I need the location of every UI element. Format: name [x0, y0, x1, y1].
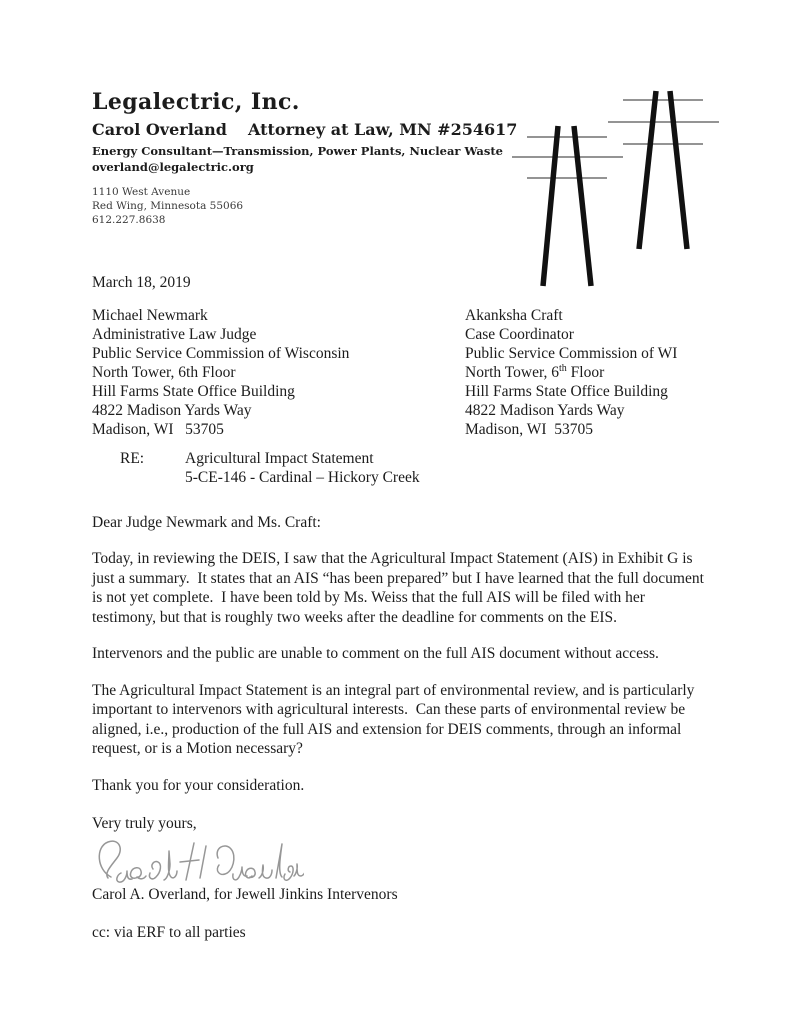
recipient-address-line: 4822 Madison Yards Way [92, 402, 252, 419]
re-label: RE: [120, 450, 145, 467]
recipient-title: Case Coordinator [465, 326, 574, 343]
company-name: Legalectric, Inc. [92, 89, 300, 115]
re-block [92, 449, 708, 487]
body-paragraph-4: Thank you for your consideration. [92, 776, 305, 794]
body-paragraph-1: Today, in reviewing the DEIS, I saw that the Agricultural Impact Statement (AIS) in Exhibit G is just a summary. It states that an AIS “has been prepared” but I have learned that the full document is not yet complete. I have been told by Ms. Weiss that the full AIS will be filed with her testimony, but that is roughly two weeks after the deadline for comments on the EIS. [92, 550, 708, 626]
recipient-address-line: 4822 Madison Yards Way [465, 402, 625, 419]
recipient-address-line: Hill Farms State Office Building [465, 383, 668, 400]
recipient-blocks [92, 306, 708, 439]
recipient-address-line: North Tower, 6th Floor [92, 364, 236, 381]
attorney-name: Carol Overland [92, 120, 227, 139]
letterhead-address [92, 185, 708, 227]
recipient-city-line: Madison, WI 53705 [465, 421, 594, 438]
recipient-org: Public Service Commission of WI [465, 345, 678, 362]
recipient-address-line: North Tower, 6th Floor [465, 362, 605, 381]
letter-date: March 18, 2019 [92, 274, 191, 291]
tagline: Energy Consultant—Transmission, Power Plants, Nuclear Waste [92, 144, 503, 158]
recipient-address-line: Hill Farms State Office Building [92, 383, 295, 400]
attorney-title: Attorney at Law, MN #254617 [248, 120, 518, 139]
re-subject [185, 449, 420, 487]
signer-name-line: Carol A. Overland, for Jewell Jinkins Intervenors [92, 886, 398, 903]
attorney-line [92, 119, 708, 141]
email-address: overland@legalectric.org [92, 160, 254, 174]
ordinal-superscript: th [559, 362, 567, 374]
recipient-city-line: Madison, WI 53705 [92, 421, 224, 438]
street-address: 1110 West Avenue [92, 186, 191, 198]
cc-line: cc: via ERF to all parties [92, 924, 246, 941]
city-state-zip: Red Wing, Minnesota 55066 [92, 200, 244, 212]
salutation: Dear Judge Newmark and Ms. Craft: [92, 514, 321, 531]
letterhead [92, 88, 708, 227]
recipient-org: Public Service Commission of Wisconsin [92, 345, 350, 362]
closing-line: Very truly yours, [92, 815, 197, 832]
recipient-name: Akanksha Craft [465, 307, 563, 324]
signature-image [94, 835, 304, 887]
body-paragraph-2: Intervenors and the public are unable to comment on the full AIS document without access. [92, 645, 659, 662]
re-subject-line1: Agricultural Impact Statement [185, 450, 374, 467]
recipient-block-right [465, 306, 677, 439]
body-paragraph-3: The Agricultural Impact Statement is an integral part of environmental review, and is particularly important to intervenors with agricultural interests. Can these parts of environmental review be aligned, i.e., production of the full AIS and extension for DEIS comments, through an informal request, or is a Motion necessary? [92, 681, 699, 757]
phone-number: 612.227.8638 [92, 214, 166, 226]
letter-content [92, 88, 708, 942]
recipient-block-left [92, 306, 465, 439]
recipient-name: Michael Newmark [92, 307, 208, 324]
re-subject-line2: 5-CE-146 - Cardinal – Hickory Creek [185, 469, 420, 486]
recipient-title: Administrative Law Judge [92, 326, 257, 343]
